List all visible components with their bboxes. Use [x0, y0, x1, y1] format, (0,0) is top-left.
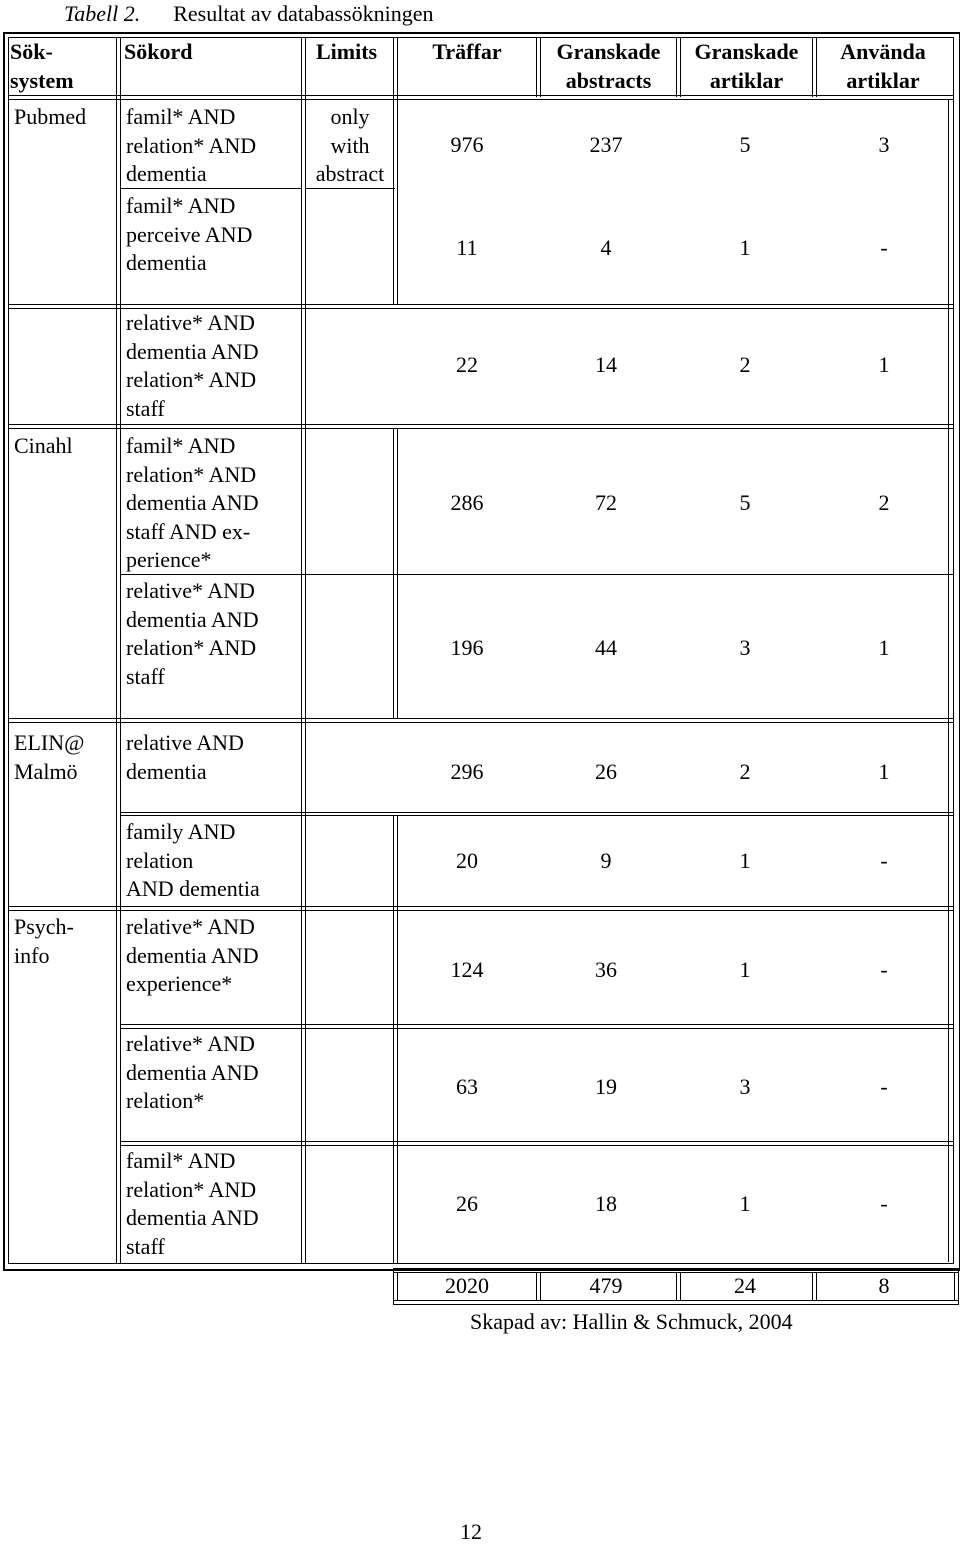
row-line-2 — [8, 304, 954, 305]
abstracts-value: 9 — [600, 848, 612, 873]
abstracts-value: 44 — [595, 635, 617, 660]
artiklar-value: 3 — [739, 1074, 751, 1099]
total-traffar: 2020 — [445, 1273, 489, 1298]
row-line-9b — [120, 1145, 954, 1146]
search-term-line: relation* AND — [126, 461, 257, 487]
col-line-1b — [120, 37, 121, 1264]
row-line-3 — [8, 424, 954, 425]
total-abstracts: 479 — [589, 1273, 623, 1298]
col-line-1 — [116, 37, 117, 1264]
col-line-3d — [397, 428, 398, 718]
header-sokord: Sökord — [124, 39, 193, 64]
search-term-line: dementia AND — [126, 338, 259, 364]
totals-sep3 — [812, 1272, 813, 1301]
col-line-4 — [536, 37, 537, 97]
traffar-value: 286 — [450, 490, 484, 515]
traffar-value: 976 — [450, 132, 484, 157]
artiklar-value: 5 — [739, 132, 751, 157]
col-line-right — [948, 99, 949, 1262]
anvanda-value: - — [880, 1074, 888, 1099]
col-line-6 — [812, 37, 813, 97]
totals-right2 — [958, 1268, 959, 1305]
header-divider-2 — [8, 99, 954, 100]
search-terms-cell — [126, 729, 244, 786]
search-term-line: staff — [126, 663, 165, 689]
totals-sep1 — [536, 1272, 537, 1301]
caption-title: Resultat av databassökningen — [173, 1, 434, 26]
abstracts-value: 36 — [595, 957, 617, 982]
limits-cell: only with abstract — [315, 104, 385, 186]
artiklar-value: 3 — [739, 635, 751, 660]
traffar-value: 63 — [456, 1074, 478, 1099]
traffar-value: 124 — [450, 957, 484, 982]
header-anvanda: Använda artiklar — [840, 39, 926, 93]
traffar-value: 196 — [450, 635, 484, 660]
system-cinahl: Cinahl — [14, 433, 73, 458]
search-term-line: dementia — [126, 758, 207, 784]
page-number: 12 — [460, 1519, 482, 1544]
col-line-3b — [397, 37, 398, 305]
total-anvanda: 8 — [878, 1273, 890, 1298]
total-artiklar: 24 — [734, 1273, 756, 1298]
search-term-line: famil* AND — [126, 104, 236, 129]
source-credit: Skapad av: Hallin & Schmuck, 2004 — [470, 1309, 793, 1334]
totals-right — [954, 1272, 955, 1301]
search-term-line: relation* AND — [126, 1176, 257, 1202]
search-term-line: dementia AND — [126, 606, 259, 632]
search-term-line: dementia — [126, 161, 207, 186]
search-term-line: relation* AND — [126, 635, 257, 660]
anvanda-value: - — [880, 235, 888, 260]
col-line-3f — [397, 815, 398, 1264]
abstracts-value: 237 — [589, 132, 623, 157]
header-traffar: Träffar — [432, 39, 502, 64]
search-term-line: famil* AND — [126, 193, 236, 218]
row-line-8 — [120, 1024, 954, 1025]
row-line-7b — [8, 910, 954, 911]
search-term-line: dementia AND — [126, 1205, 259, 1230]
table-caption — [64, 0, 434, 28]
search-term-line: famil* AND — [126, 433, 236, 458]
abstracts-value: 14 — [595, 352, 617, 377]
search-term-line: perience* — [126, 547, 212, 572]
search-term-line: AND dementia — [126, 876, 260, 901]
col-line-3e — [393, 815, 394, 1264]
abstracts-value: 18 — [595, 1191, 617, 1216]
search-term-line: famil* AND — [126, 1148, 236, 1173]
abstracts-value: 26 — [595, 759, 617, 784]
artiklar-value: 1 — [739, 235, 751, 260]
traffar-value: 22 — [456, 352, 478, 377]
search-term-line: staff — [126, 395, 165, 421]
anvanda-value: 1 — [878, 635, 890, 660]
system-elin: ELIN@ Malmö — [14, 730, 85, 784]
anvanda-value: 1 — [878, 759, 890, 784]
col-line-3c — [393, 428, 394, 718]
col-line-5 — [676, 37, 677, 97]
header-system: Sök- system — [10, 39, 74, 93]
caption-label: Tabell 2. — [64, 1, 141, 26]
totals-left — [393, 1268, 394, 1305]
anvanda-value: - — [880, 1191, 888, 1216]
row-line-6b — [120, 815, 954, 816]
header-limits: Limits — [316, 39, 378, 64]
search-terms-cell — [126, 913, 259, 999]
search-terms-cell — [126, 103, 256, 189]
anvanda-value: - — [880, 848, 888, 873]
search-term-line: relative* AND — [126, 914, 255, 939]
artiklar-value: 1 — [739, 1191, 751, 1216]
search-term-line: relation* — [126, 1088, 205, 1113]
search-term-line: relative AND — [126, 730, 244, 755]
row-line-6 — [120, 812, 954, 813]
search-term-line: perceive AND — [126, 221, 253, 247]
abstracts-value: 19 — [595, 1074, 617, 1099]
anvanda-value: 2 — [878, 490, 890, 515]
abstracts-value: 72 — [595, 490, 617, 515]
header-abstracts: Granskade abstracts — [556, 39, 661, 93]
search-term-line: experience* — [126, 971, 233, 996]
artiklar-value: 5 — [739, 490, 751, 515]
system-pubmed: Pubmed — [14, 104, 87, 129]
artiklar-value: 1 — [739, 848, 751, 873]
col-line-2b — [305, 37, 306, 1264]
search-term-line: relative* AND — [126, 310, 255, 335]
totals-sep2b — [680, 1272, 681, 1301]
search-terms-cell — [126, 309, 259, 423]
row-line-7 — [8, 906, 954, 907]
search-terms-cell — [126, 577, 259, 691]
totals-line-bottom2 — [393, 1304, 959, 1305]
search-term-line: relation* AND — [126, 367, 257, 392]
search-terms-cell — [126, 432, 259, 575]
anvanda-value: 3 — [878, 132, 890, 157]
anvanda-value: - — [880, 957, 888, 982]
totals-sep2 — [676, 1272, 677, 1301]
artiklar-value: 1 — [739, 957, 751, 982]
search-term-line: dementia AND — [126, 942, 259, 968]
totals-left2 — [397, 1272, 398, 1301]
totals-line-top — [393, 1268, 959, 1269]
search-term-line: relation — [126, 847, 194, 873]
search-term-line: relative* AND — [126, 1031, 255, 1056]
anvanda-value: 1 — [878, 352, 890, 377]
totals-sep1b — [540, 1272, 541, 1301]
search-terms-cell — [126, 818, 260, 904]
header-artiklar: Granskade artiklar — [694, 39, 799, 93]
search-term-line: dementia — [126, 250, 207, 275]
row-line-3b — [8, 428, 954, 429]
search-terms-cell — [126, 1030, 259, 1116]
row-line-5b — [8, 722, 954, 723]
totals-sep3b — [816, 1272, 817, 1301]
search-terms-cell — [126, 192, 252, 278]
row-line-8b — [120, 1028, 954, 1029]
row-line-9 — [120, 1141, 954, 1142]
traffar-value: 20 — [456, 848, 478, 873]
row-line-5 — [8, 718, 954, 719]
traffar-value: 26 — [456, 1191, 478, 1216]
col-line-2 — [301, 37, 302, 1264]
traffar-value: 296 — [450, 759, 484, 784]
search-term-line: dementia AND — [126, 490, 259, 515]
search-term-line: relative* AND — [126, 578, 255, 603]
system-psychinfo: Psych- info — [14, 914, 74, 968]
search-term-line: family AND — [126, 819, 236, 844]
traffar-value: 11 — [456, 235, 478, 260]
artiklar-value: 2 — [739, 352, 751, 377]
search-terms-cell — [126, 1147, 259, 1261]
search-term-line: staff AND ex- — [126, 518, 251, 544]
abstracts-value: 4 — [600, 235, 612, 260]
artiklar-value: 2 — [739, 759, 751, 784]
search-term-line: staff — [126, 1233, 165, 1259]
search-term-line: dementia AND — [126, 1059, 259, 1085]
search-term-line: relation* AND — [126, 132, 257, 158]
